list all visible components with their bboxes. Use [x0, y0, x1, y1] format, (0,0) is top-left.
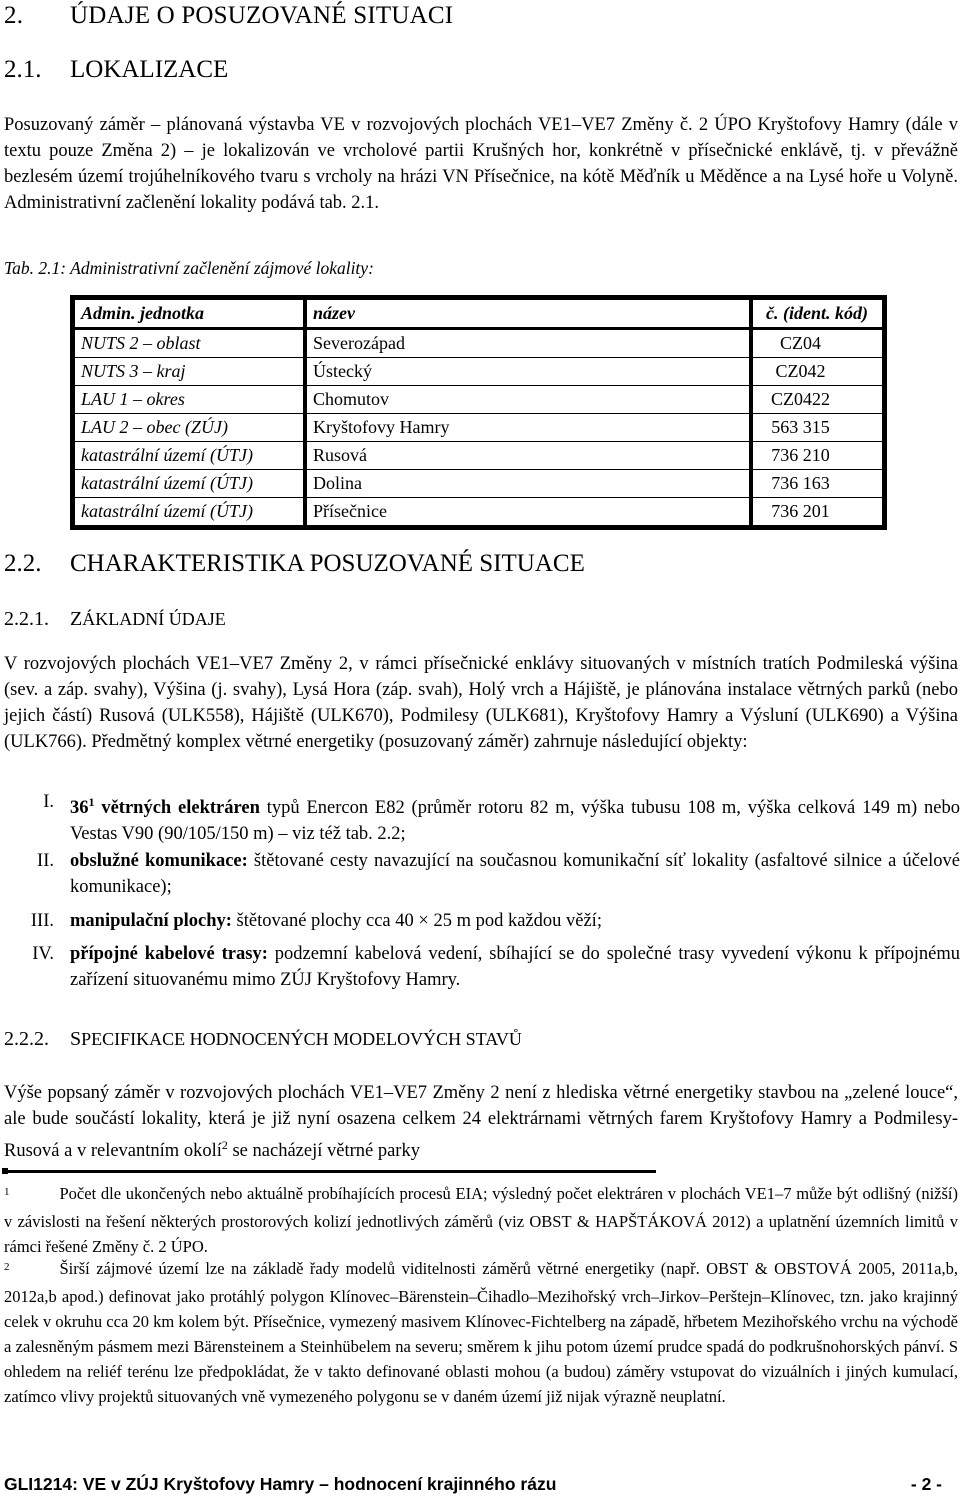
footnote-mark: 1 — [4, 1186, 10, 1198]
table-row — [73, 329, 885, 358]
table-row — [73, 442, 885, 470]
section-number: 2.2.2. — [4, 1028, 49, 1050]
paragraph-text: Výše popsaný záměr v rozvojových plochách VE1–VE7 Změny 2 není z hlediska větrné energetiky stavbou na „zelené louce“, ale bude součástí lokality, která je již nyní osazena celkem 24 elektrárnami větrných farem Kryštofovy Hamry a Podmilesy-Rusová a v relevantním okolí — [4, 1083, 958, 1162]
paragraph-text: se nacházejí větrné parky — [227, 1141, 420, 1162]
table-cell: LAU 1 – okres — [73, 386, 306, 414]
table-cell: Rusová — [305, 442, 751, 470]
footnote-ref: 2 — [221, 1138, 228, 1152]
footnote-1 — [4, 1181, 958, 1259]
table-cell: katastrální území (ÚTJ) — [73, 442, 306, 470]
section-title-initial: Z — [70, 608, 83, 630]
list-text — [70, 848, 960, 900]
footnote-mark: 2 — [4, 1261, 10, 1273]
table-cell: Severozápad — [305, 329, 751, 358]
table-cell: Kryštofovy Hamry — [305, 414, 751, 442]
section-title: CHARAKTERISTIKA POSUZOVANÉ SITUACE — [70, 550, 585, 577]
list-body: štětované cesty navazující na současnou komunikační síť lokality (asfaltové silnice a účelové komunikace); — [70, 851, 960, 897]
list-body: podzemní kabelová vedení, sbíhající se do společné trasy vyvedení výkonu k přípojnému zařízení situovanému mimo ZÚJ Kryštofovy Hamry. — [70, 944, 960, 990]
footnote-text: Širší zájmové území lze na základě řady modelů viditelnosti záměrů větrné energetiky (např. O — [59, 1259, 719, 1278]
table-cell: Chomutov — [305, 386, 751, 414]
section-heading-2-2-2 — [4, 1028, 522, 1051]
list-text — [70, 789, 960, 847]
table-cell: CZ042 — [751, 358, 885, 386]
author-name: BSTOVÁ — [786, 1259, 852, 1278]
author-name: BST — [541, 1212, 572, 1231]
table-cell: LAU 2 – obec (ZÚJ) — [73, 414, 306, 442]
admin-table — [70, 295, 887, 530]
section-number: 2.2.1. — [4, 608, 49, 630]
list-bold: 36 — [70, 798, 89, 819]
table-row — [73, 386, 885, 414]
section-title: LOKALIZACE — [70, 56, 229, 83]
table-cell: 736 210 — [751, 442, 885, 470]
footnote-2 — [4, 1256, 958, 1409]
table-cell: NUTS 2 – oblast — [73, 329, 306, 358]
section-number: 2.1. — [4, 56, 42, 83]
table-cell: 736 201 — [771, 501, 830, 521]
footnote-text: 2005, 2011a,b, 2012a,b apod.) definovat jako protáhlý polygon Klínovec–Bärenstein–Čihadlo–Mezihořský vrch–Jirkov–Perštejn–Klínovec, tzn. jako krajinný celek v okruhu cca 20 km kolem být. Přísečnice, vymezený masivem Klínovec-Fichtelberg na západě, hřbetem Mezihořského vrchu na východě a zalesněným pásmem mezi Bärensteinem a Steinhübelem na severu; směrem k jihu potom území prudce spadá do podkrušnohorských pánví. S ohledem na reliéf terénu lze předpokládat, že v takto definované oblasti mohou (a budou) záměry vstupovat do vizuálních i jiných kumulací, zatímco vlivy projektů situovaných vně vymezeného polygonu se v daném území již nijak výrazně neuplatní. — [4, 1259, 958, 1406]
list-number: IV. — [32, 944, 54, 964]
list-text — [70, 908, 960, 934]
list-body: typů Enercon E82 (průměr rotoru 82 m, výška tubusu 108 m, výška celková 149 m) nebo Vestas V90 (90/105/150 m) – viz též tab. 2.2; — [70, 798, 960, 845]
table-row — [73, 498, 885, 528]
list-body: štětované plochy cca 40 × 25 m pod každou věží; — [231, 911, 602, 931]
footnote-text: 2012) a uplatnění územních limitů v rámci řešené Změny č. 2 ÚPO. — [4, 1212, 959, 1256]
footnote-separator — [4, 1170, 656, 1173]
list-number: I. — [43, 792, 54, 812]
list-number: III. — [30, 911, 54, 931]
table-row — [73, 358, 885, 386]
list-bold: větrných elektráren — [94, 798, 260, 819]
section-heading-2-1 — [4, 56, 228, 84]
page-number: - 2 - — [910, 1474, 942, 1494]
section-heading-2-2-1 — [4, 608, 226, 631]
section-heading-2-2 — [4, 550, 585, 578]
table-cell: Dolina — [305, 470, 751, 498]
list-bold: přípojné kabelové trasy: — [70, 944, 268, 964]
table-header-row — [73, 298, 885, 329]
page-footer — [4, 1474, 942, 1495]
table-cell: Ústecký — [305, 358, 751, 386]
table-cell: Přísečnice — [305, 498, 751, 528]
footnote-ref: 1 — [88, 795, 95, 809]
section-number: 2. — [4, 2, 24, 29]
list-number: II. — [37, 851, 54, 871]
section-title: ÚDAJE O POSUZOVANÉ SITUACI — [70, 2, 454, 29]
table-cell: CZ04 — [751, 329, 885, 358]
footnote-text: Počet dle ukončených nebo aktuálně probíhajících procesů EIA; výsledný počet elektráren v plochách VE1–7 může být odlišný (nižší) v závislosti na řešení některých prostorových kolizí jednotlivých záměrů (viz O — [4, 1184, 958, 1231]
table-cell: CZ0422 — [751, 386, 885, 414]
table-cell: 563 315 — [751, 414, 885, 442]
table-cell: NUTS 3 – kraj — [73, 358, 306, 386]
table-header-cell: Admin. jednotka — [73, 298, 306, 329]
paragraph-specifikace — [4, 1080, 958, 1164]
list-text — [70, 941, 960, 993]
footnote-text: & H — [571, 1212, 607, 1231]
table-cell: katastrální území (ÚTJ) — [73, 470, 306, 498]
section-title-rest: ÁKLADNÍ ÚDAJE — [82, 609, 226, 629]
table-caption: Tab. 2.1: Administrativní začlenění zájmové lokality: — [4, 258, 374, 278]
section-number: 2.2. — [4, 550, 42, 577]
table-cell: katastrální území (ÚTJ) — [73, 498, 306, 528]
table-row — [73, 470, 885, 498]
section-title-initial: S — [70, 1028, 82, 1050]
table-header-cell: č. (ident. kód) — [751, 298, 885, 329]
footnote-text: & O — [748, 1259, 787, 1278]
section-title-rest: PECIFIKACE HODNOCENÝCH MODELOVÝCH STAVŮ — [81, 1029, 522, 1049]
table-cell: 736 163 — [751, 470, 885, 498]
author-name: BST — [718, 1259, 749, 1278]
list-bold: obslužné komunikace: — [70, 851, 248, 871]
author-name: APŠTÁKOVÁ — [606, 1212, 707, 1231]
section-heading-2 — [4, 2, 453, 30]
footer-title: GLI1214: VE v ZÚJ Kryštofovy Hamry – hodnocení krajinného rázu — [4, 1474, 557, 1494]
list-bold: manipulační plochy: — [70, 911, 232, 931]
table-header-cell: název — [305, 298, 751, 329]
paragraph-zakladni-udaje: V rozvojových plochách VE1–VE7 Změny 2, v rámci přísečnické enklávy situovaných v místních tratích Podmileská výšina (sev. a záp. svahy), Výšina (j. svahy), Lysá Hora (záp. svah), Holý vrch a Hájiště, je plánována instalace větrných parků (nebo jejich částí) Rusová (ULK558), Hájiště (ULK670), Podmilesy (ULK681), Kryštofovy Hamry a Výsluní (ULK690) a Výšina (ULK766). Předmětný komplex větrné energetiky (posuzovaný záměr) zahrnuje následující objekty: — [4, 654, 958, 752]
paragraph-lokalizace: Posuzovaný záměr – plánovaná výstavba VE v rozvojových plochách VE1–VE7 Změny č. 2 ÚPO Kryštofovy Hamry (dále v textu pouze Změna 2) – je lokalizován ve vrcholové partii Krušných hor, konkrétně v přísečnické enklávě, tj. v převážně bezlesém území trojúhelníkového tvaru s vrcholy na hrázi VN Přísečnice, na kótě Měďník u Měděnce a na Lysé hoře u Volyně. Administrativní začlenění lokality podává tab. 2.1. — [4, 115, 958, 213]
table-row — [73, 414, 885, 442]
